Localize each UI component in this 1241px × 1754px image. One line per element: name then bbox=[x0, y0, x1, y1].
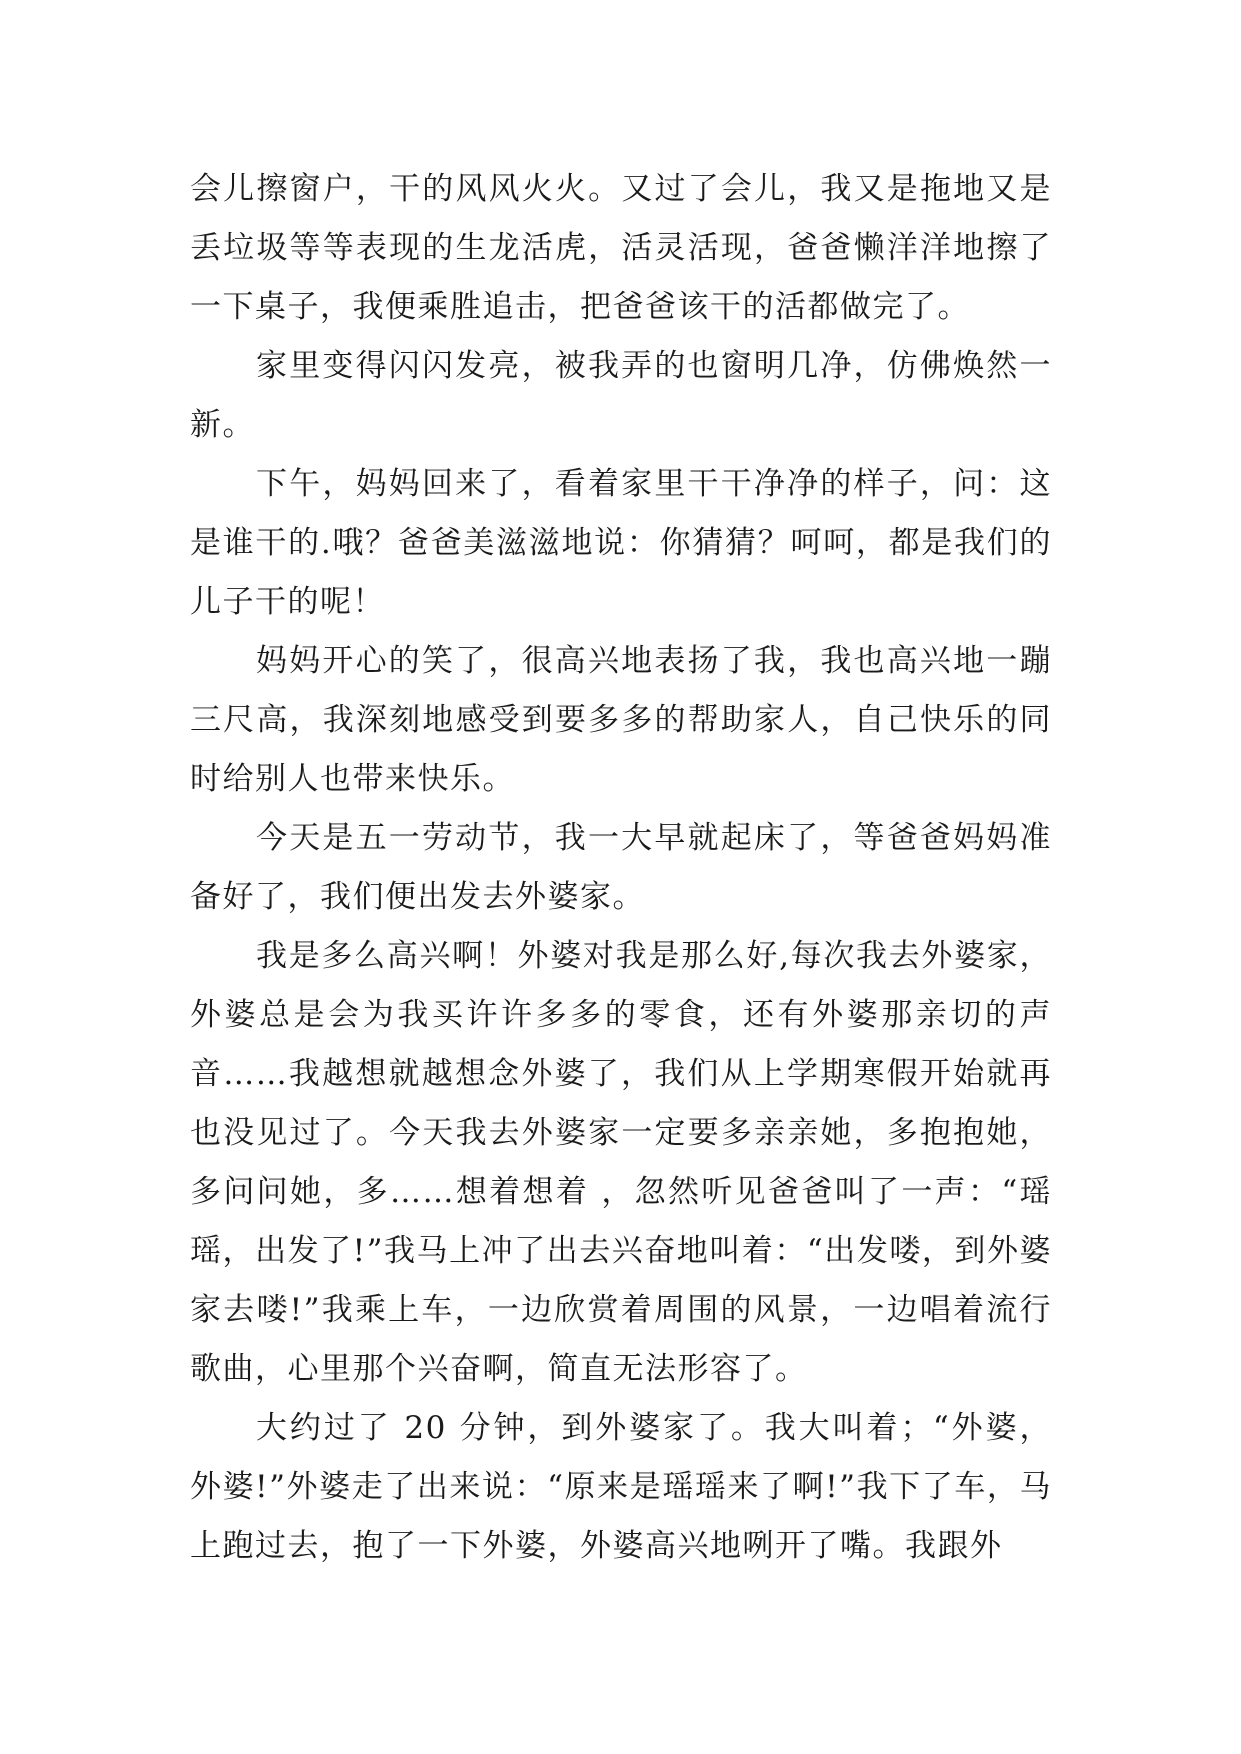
paragraph-5: 今天是五一劳动节，我一大早就起床了，等爸爸妈妈准备好了，我们便出发去外婆家。 bbox=[190, 820, 1052, 915]
paragraph-6: 我是多么高兴啊！外婆对我是那么好,每次我去外婆家，外婆总是会为我买许许多多的零食，还有外婆那亲切的声音……我越想就越想念外婆了，我们从上学期寒假开始就再也没见过了。今天我去外婆家一定要多亲亲她，多抱抱她，多问问她，多……想着想着 ，忽然听见爸爸叫了一声：“瑶瑶，出发了!”我马上冲了出去兴奋地叫着：“出发喽，到外婆家去喽!”我乘上车，一边欣赏着周围的风景，一边唱着流行歌曲，心里那个兴奋啊，简直无法形容了。 bbox=[190, 938, 1052, 1387]
document-body bbox=[190, 160, 1052, 1576]
paragraph-1: 会儿擦窗户，干的风风火火。又过了会儿，我又是拖地又是丢垃圾等等表现的生龙活虎，活灵活现，爸爸懒洋洋地擦了一下桌子，我便乘胜追击，把爸爸该干的活都做完了。 bbox=[190, 171, 1052, 325]
paragraph-4: 妈妈开心的笑了，很高兴地表扬了我，我也高兴地一蹦三尺高，我深刻地感受到要多多的帮助家人，自己快乐的同时给别人也带来快乐。 bbox=[190, 643, 1052, 797]
paragraph-7: 大约过了 20 分钟，到外婆家了。我大叫着；“外婆，外婆!”外婆走了出来说：“原来是瑶瑶来了啊!”我下了车，马上跑过去，抱了一下外婆，外婆高兴地咧开了嘴。我跟外 bbox=[190, 1410, 1052, 1564]
paragraph-2: 家里变得闪闪发亮，被我弄的也窗明几净，仿佛焕然一新。 bbox=[190, 348, 1052, 443]
paragraph-3: 下午，妈妈回来了，看着家里干干净净的样子，问：这是谁干的.哦？爸爸美滋滋地说：你猜猜？呵呵，都是我们的儿子干的呢！ bbox=[190, 466, 1052, 620]
